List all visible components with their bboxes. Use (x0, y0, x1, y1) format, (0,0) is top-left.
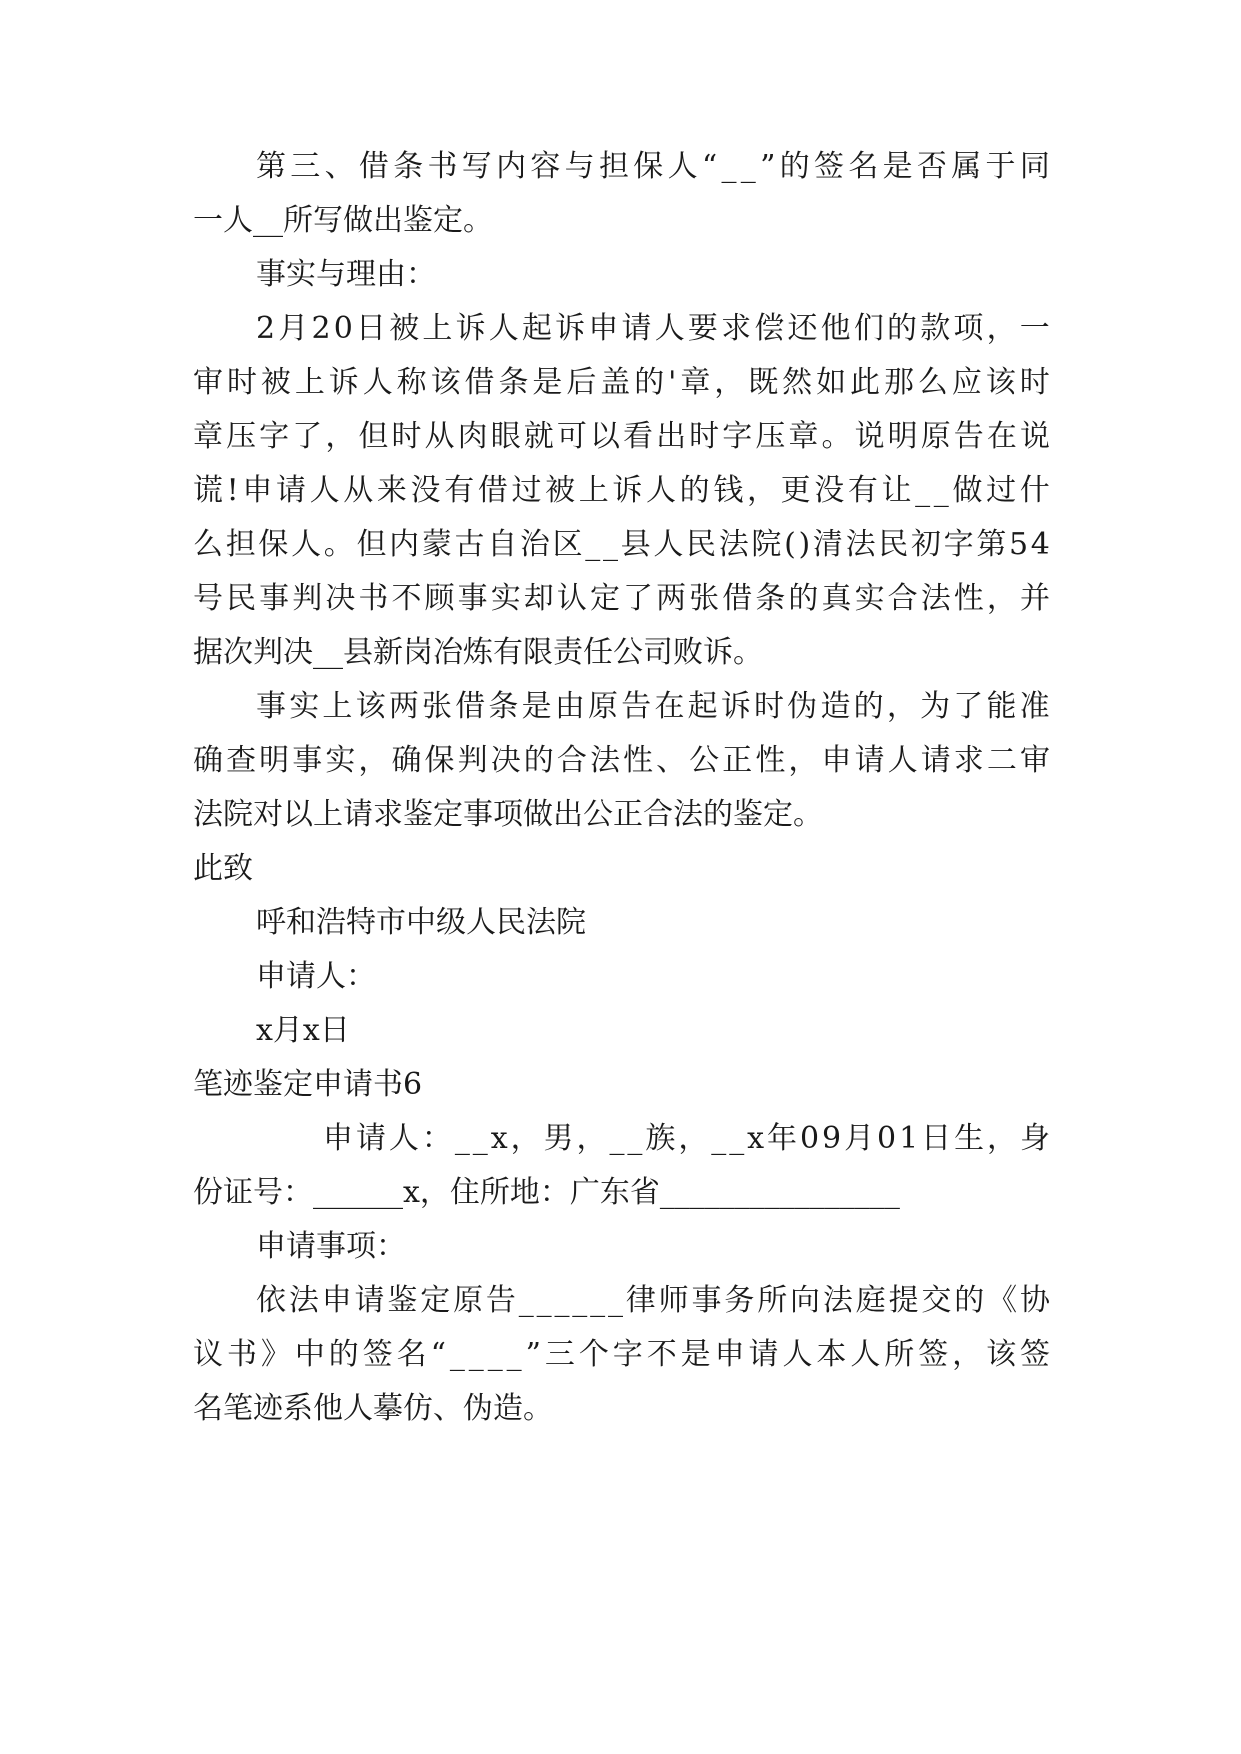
text-line: 么 担 保 人 。 但 内 蒙 古 自 治 区 _ _ 县 人 民 法 院 ( ) 清 法 民 初 字 第 5 4 (193, 527, 1050, 562)
date-line: x月x日 (256, 1013, 350, 1048)
text-line: 确 查 明 事 实 ， 确 保 判 决 的 合 法 性 、 公 正 性 ， 申 请 人 请 求 二 审 (193, 743, 1050, 778)
text-line: 第 三 、 借 条 书 写 内 容 与 担 保 人 “ _ _ ” 的 签 名 是 否 属 于 同 (256, 149, 1050, 184)
text-line: 2 月 2 0 日 被 上 诉 人 起 诉 申 请 人 要 求 偿 还 他 们 的 款 项 ， 一 (256, 311, 1050, 346)
addressee: 呼和浩特市中级人民法院 (256, 905, 586, 940)
text-line: 审 时 被 上 诉 人 称 该 借 条 是 后 盖 的 ' 章 ， 既 然 如 此 那 么 应 该 时 (193, 365, 1050, 400)
text-line: 申请事项： (256, 1229, 406, 1264)
section-title: 笔迹鉴定申请书6 (193, 1067, 423, 1102)
text-line: 事实与理由： (256, 257, 436, 292)
text-line: 谎 ! 申 请 人 从 来 没 有 借 过 被 上 诉 人 的 钱 ， 更 没 有 让 _ _ 做 过 什 (193, 473, 1050, 508)
closing-salutation: 此致 (193, 851, 253, 886)
text-line: 份证号：______x，住所地：广东省________________ (193, 1175, 900, 1210)
text-line: 申 请 人 ： _ _ x ， 男 ， _ _ 族 ， _ _ x 年 0 9 月 0 1 日 生 ， 身 (323, 1121, 1050, 1156)
text-line: 章 压 字 了 ， 但 时 从 肉 眼 就 可 以 看 出 时 字 压 章 。 说 明 原 告 在 说 (193, 419, 1050, 454)
text-line: 议 书 》 中 的 签 名 “ _ _ _ _ ” 三 个 字 不 是 申 请 人 本 人 所 签 ， 该 签 (193, 1337, 1050, 1372)
text-line: 事 实 上 该 两 张 借 条 是 由 原 告 在 起 诉 时 伪 造 的 ， 为 了 能 准 (256, 689, 1050, 724)
applicant-signature-label: 申请人： (256, 959, 376, 994)
text-line: 法院对以上请求鉴定事项做出公正合法的鉴定。 (193, 797, 823, 832)
text-line: 据次判决__县新岗冶炼有限责任公司败诉。 (193, 635, 763, 670)
text-line: 一人__所写做出鉴定。 (193, 203, 493, 238)
text-line: 号 民 事 判 决 书 不 顾 事 实 却 认 定 了 两 张 借 条 的 真 实 合 法 性 ， 并 (193, 581, 1050, 616)
text-line: 名笔迹系他人摹仿、伪造。 (193, 1391, 553, 1426)
text-line: 依 法 申 请 鉴 定 原 告 _ _ _ _ _ _ 律 师 事 务 所 向 法 庭 提 交 的 《 协 (256, 1283, 1050, 1318)
